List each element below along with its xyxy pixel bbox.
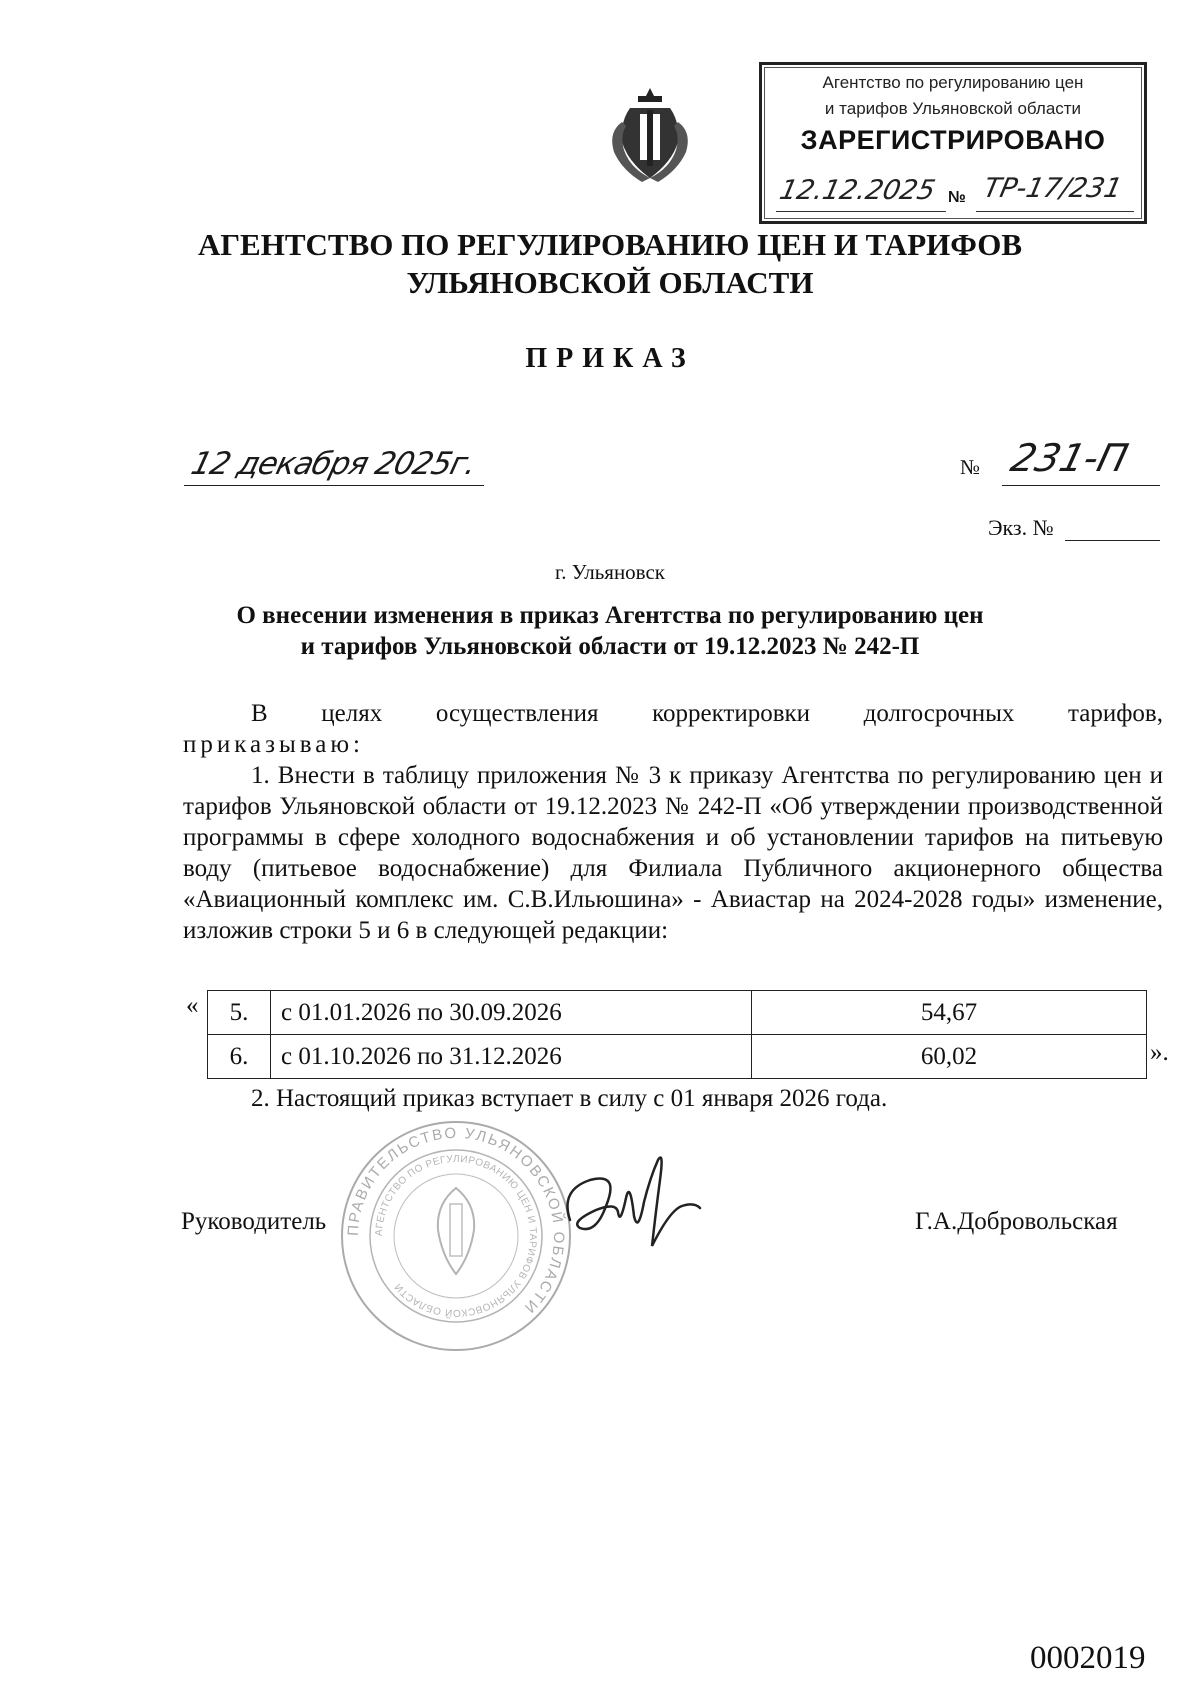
order-date-underline [184, 485, 484, 486]
order-word: приказываю: [183, 731, 364, 758]
order-number-label: № [960, 455, 981, 479]
document-serial-number: 0002019 [1030, 1640, 1146, 1676]
order-date-handwritten: 12 декабря 2025г. [187, 446, 480, 482]
copy-number-label: Экз. № [988, 515, 1054, 540]
city: г. Ульяновск [554, 560, 665, 584]
agency-title-line1: АГЕНТСТВО ПО РЕГУЛИРОВАНИЮ ЦЕН И ТАРИФОВ [197, 227, 1023, 262]
order-number-handwritten: 231-П [1006, 436, 1133, 480]
signatory-name: Г.А.Добровольская [915, 1208, 1118, 1235]
tariff-table [207, 990, 1147, 1079]
table-row [208, 1035, 1147, 1079]
agency-title-line2: УЛЬЯНОВСКОЙ ОБЛАСТИ [406, 265, 814, 300]
registration-number: ТР-17/231 [980, 173, 1125, 204]
table-quote-close: ». [1150, 1039, 1169, 1066]
official-seal [338, 1118, 574, 1354]
handwritten-signature [560, 1150, 710, 1260]
order-item-2: 2. Настоящий приказ вступает в силу с 01 января 2026 года. [251, 1085, 888, 1112]
registration-stamp-line1: Агентство по регулированию цен [822, 73, 1084, 92]
registration-number-label: № [948, 189, 966, 206]
order-subject-line1: О внесении изменения в приказ Агентства по регулированию цен [236, 602, 984, 629]
table-cell-num: 5. [208, 991, 271, 1035]
seal-outer-text: ПРАВИТЕЛЬСТВО УЛЬЯНОВСКОЙ ОБЛАСТИ [344, 1124, 568, 1318]
coat-of-arms-emblem [600, 82, 700, 186]
seal-inner-text: АГЕНТСТВО ПО РЕГУЛИРОВАНИЮ ЦЕН И ТАРИФОВ УЛЬЯНОВСКОЙ ОБЛАСТИ [373, 1153, 539, 1319]
table-cell-period: с 01.10.2026 по 31.12.2026 [271, 1035, 752, 1079]
order-subject-line2: и тарифов Ульяновской области от 19.12.2023 № 242-П [300, 633, 920, 660]
table-cell-period: с 01.01.2026 по 30.09.2026 [271, 991, 752, 1035]
table-cell-value: 60,02 [752, 1035, 1147, 1079]
registration-date: 12.12.2025 [776, 175, 938, 206]
table-row [208, 991, 1147, 1035]
svg-text:АГЕНТСТВО ПО РЕГУЛИРОВАНИЮ ЦЕН [374, 1154, 538, 1320]
table-cell-num: 6. [208, 1035, 271, 1079]
order-subject [180, 600, 1040, 662]
table-quote-open: « [186, 992, 199, 1019]
intro-paragraph: В целях осуществления корректировки долгосрочных тарифов, [251, 700, 1163, 727]
order-number-underline [1002, 485, 1160, 486]
order-item-1: 1. Внести в таблицу приложения № 3 к приказу Агентства по регулированию цен и тарифов Ульяновской области от 19.12.2023 № 242-П «Об утверждении производственной программы в сфере холодного водоснабжения и об установлении тарифов на питьевую воду (питьевое водоснабжение) для Филиала Публичного акционерного общества «Авиационный комплекс им. С.В.Ильюшина» - Авиастар на 2024-2028 годы» изменение, изложив строки 5 и 6 в следующей редакции: [183, 762, 1163, 944]
registration-stamp-line2: и тарифов Ульяновской области [824, 99, 1082, 118]
registration-stamp [759, 62, 1147, 224]
order-title: ПРИКАЗ [525, 343, 695, 374]
copy-number-underline [1065, 540, 1160, 541]
agency-title [150, 226, 1070, 302]
signatory-role: Руководитель [181, 1208, 327, 1235]
registration-stamp-status: ЗАРЕГИСТРИРОВАНО [800, 125, 1106, 155]
table-cell-value: 54,67 [752, 991, 1147, 1035]
